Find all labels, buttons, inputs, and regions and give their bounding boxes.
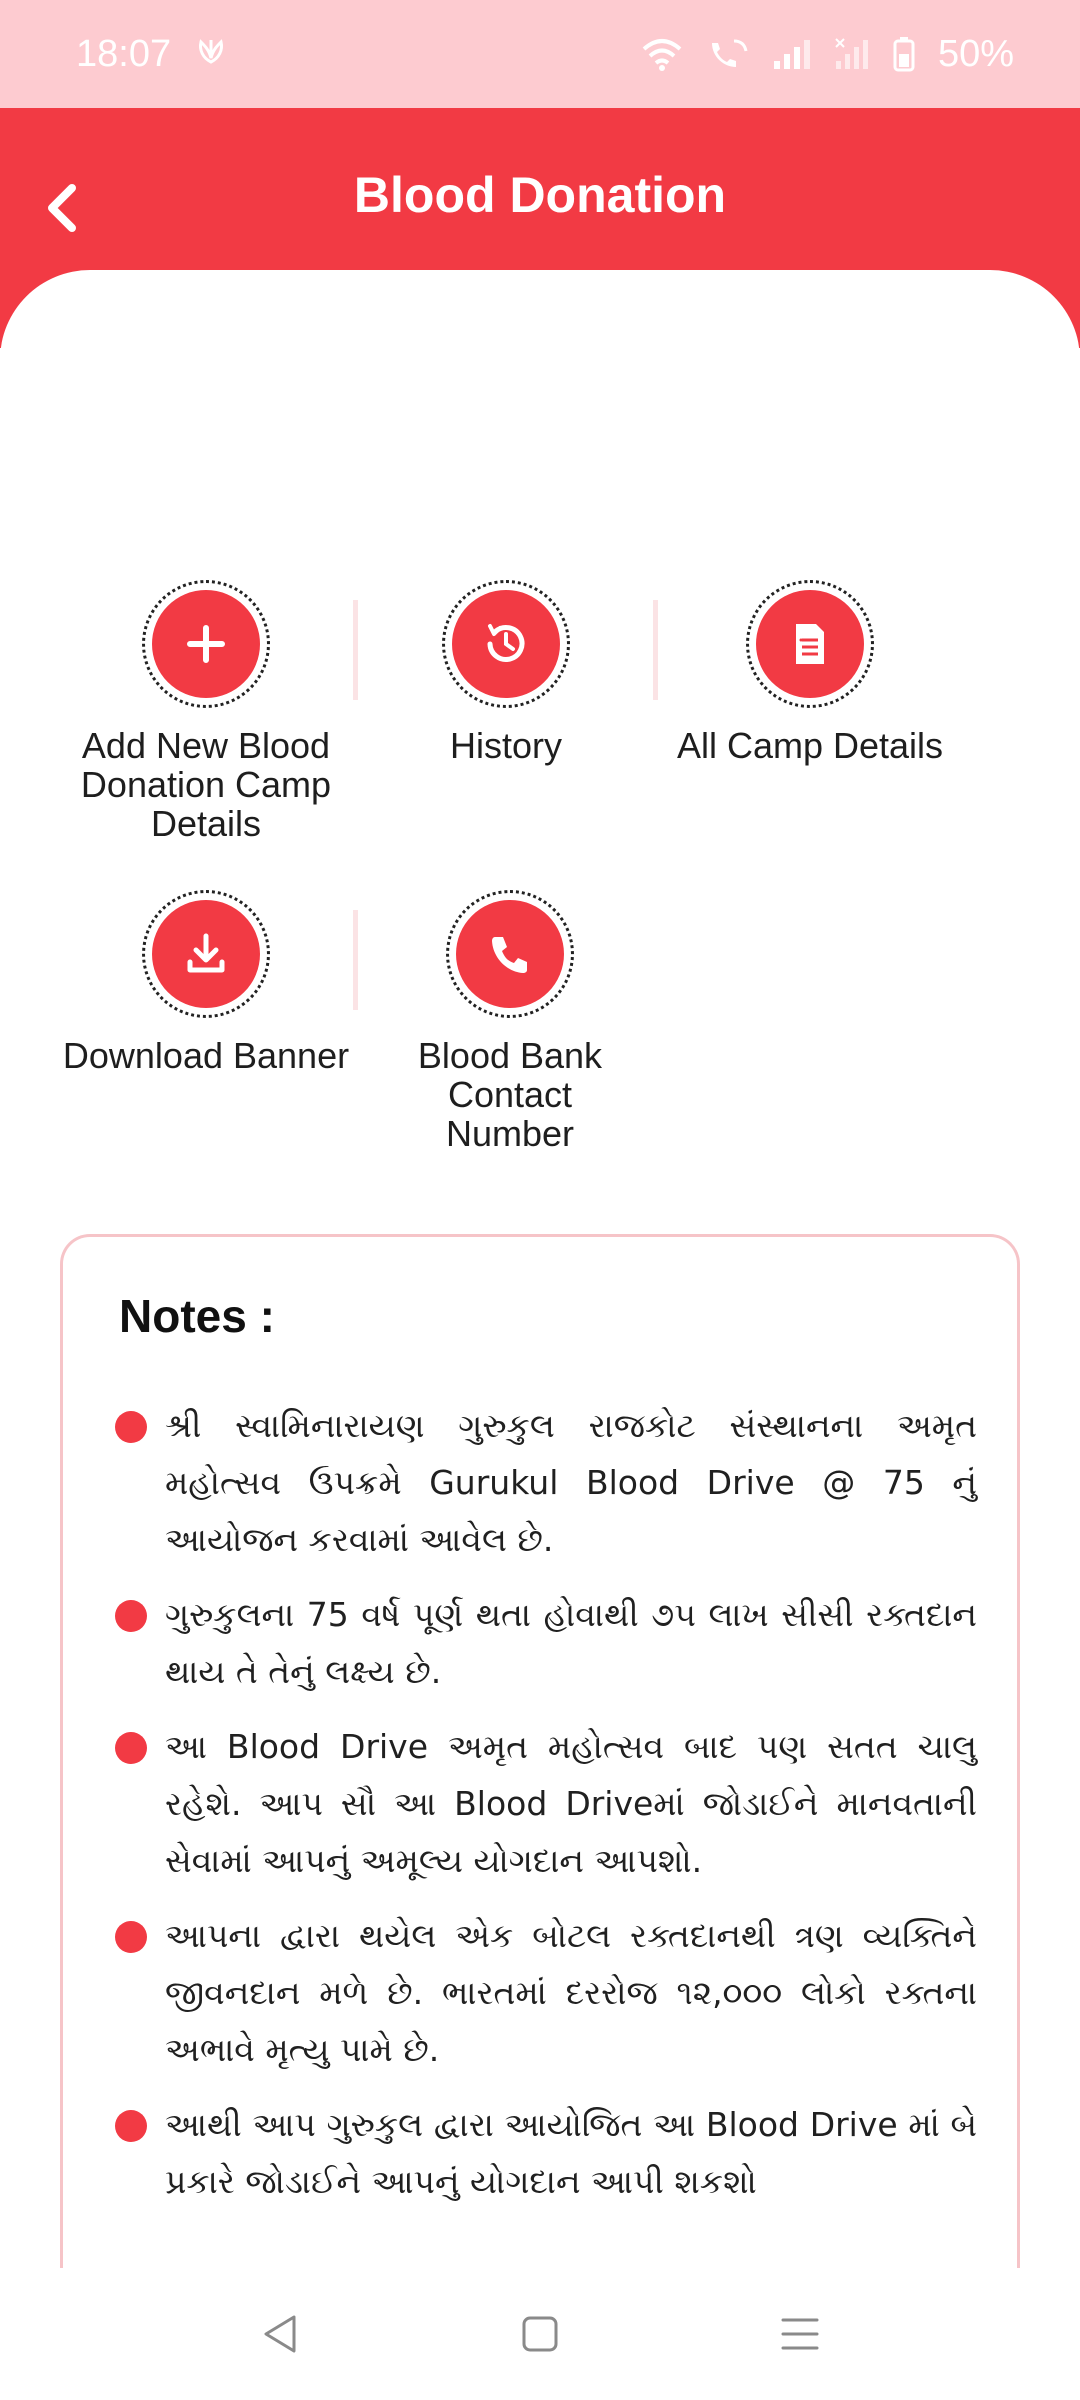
history-icon-circle <box>442 580 570 708</box>
battery-icon <box>892 36 916 72</box>
notification-flower-icon <box>193 33 229 76</box>
plus-icon <box>184 622 228 666</box>
notes-title: Notes : <box>119 1290 275 1342</box>
bullet-dot-icon <box>115 1921 147 1953</box>
nav-home-button[interactable] <box>500 2294 580 2374</box>
signal-strength-icon <box>772 37 812 71</box>
add-camp-button[interactable] <box>56 580 356 843</box>
list-item <box>115 1907 977 2078</box>
triangle-back-icon <box>260 2313 300 2355</box>
blood-bank-contact-label: Blood Bank Contact Number <box>417 1035 603 1154</box>
nav-recents-button[interactable] <box>760 2294 840 2374</box>
list-item <box>115 1718 977 1889</box>
all-camp-details-icon-circle <box>746 580 874 708</box>
bullet-dot-icon <box>115 1411 147 1443</box>
signal-strength-secondary-icon <box>834 37 870 71</box>
all-camp-details-label: All Camp Details <box>676 725 944 766</box>
battery-percentage: 50% <box>937 32 1014 75</box>
square-home-icon <box>520 2314 560 2354</box>
note-text: શ્રી સ્વામિનારાયણ ગુરુકુલ રાજકોટ સંસ્થાનના અમૃત મહોત્સવ ઉપક્રમે Gurukul Blood Drive @ 75 નું આયોજન કરવામાં આવેલ છે. <box>165 1406 977 1559</box>
history-clock-icon <box>480 618 532 670</box>
bullet-dot-icon <box>115 1600 147 1632</box>
system-nav-bar <box>0 2268 1080 2400</box>
bullet-dot-icon <box>115 2110 147 2142</box>
add-camp-icon-circle <box>142 580 270 708</box>
menu-lines-icon <box>779 2314 821 2354</box>
note-text: આથી આપ ગુરુકુલ દ્વારા આયોજિત આ Blood Drive માં બે પ્રકારે જોડાઈને આપનું યોગદાન આપી શકશો <box>165 2105 977 2201</box>
notes-card <box>60 1234 1020 2274</box>
page-title: Blood Donation <box>353 167 727 223</box>
blood-bank-contact-button[interactable] <box>360 890 660 1153</box>
download-banner-button[interactable] <box>56 890 356 1075</box>
history-label: History <box>449 725 562 766</box>
list-item <box>115 1397 977 1568</box>
status-time: 18:07 <box>76 32 172 75</box>
menu-divider <box>653 600 658 700</box>
note-text: આ Blood Drive અમૃત મહોત્સવ બાદ પણ સતત ચાલુ રહેશે. આપ સૌ આ Blood Driveમાં જોડાઈને માનવતાની સેવામાં આપનું અમૂલ્ય યોગદાન આપશો. <box>165 1727 977 1880</box>
status-bar <box>0 0 1080 108</box>
download-icon <box>182 930 230 978</box>
list-item <box>115 1586 977 1700</box>
list-item <box>115 2096 977 2210</box>
history-button[interactable] <box>356 580 656 765</box>
menu-divider <box>353 910 358 1010</box>
all-camp-details-button[interactable] <box>660 580 960 765</box>
wifi-calling-icon <box>706 37 750 71</box>
note-text: ગુરુકુલના 75 વર્ષ પૂર્ણ થતા હોવાથી ૭૫ લાખ સીસી રક્તદાન થાય તે તેનું લક્ષ્ય છે. <box>165 1595 977 1691</box>
phone-icon <box>487 931 533 977</box>
note-text: આપના દ્વારા થયેલ એક બોટલ રક્તદાનથી ત્રણ વ્યક્તિને જીવનદાન મળે છે. ભારતમાં દરરોજ ૧૨,૦૦૦ લોકો રક્તના અભાવે મૃત્યુ પામે છે. <box>165 1916 977 2069</box>
document-list-icon <box>790 620 830 668</box>
nav-back-button[interactable] <box>240 2294 320 2374</box>
notes-list <box>115 1397 977 2228</box>
wifi-icon <box>640 37 684 71</box>
download-banner-label: Download Banner <box>62 1035 350 1076</box>
blood-bank-contact-icon-circle <box>446 890 574 1018</box>
bullet-dot-icon <box>115 1732 147 1764</box>
download-banner-icon-circle <box>142 890 270 1018</box>
add-camp-label: Add New Blood Donation Camp Details <box>80 725 332 844</box>
